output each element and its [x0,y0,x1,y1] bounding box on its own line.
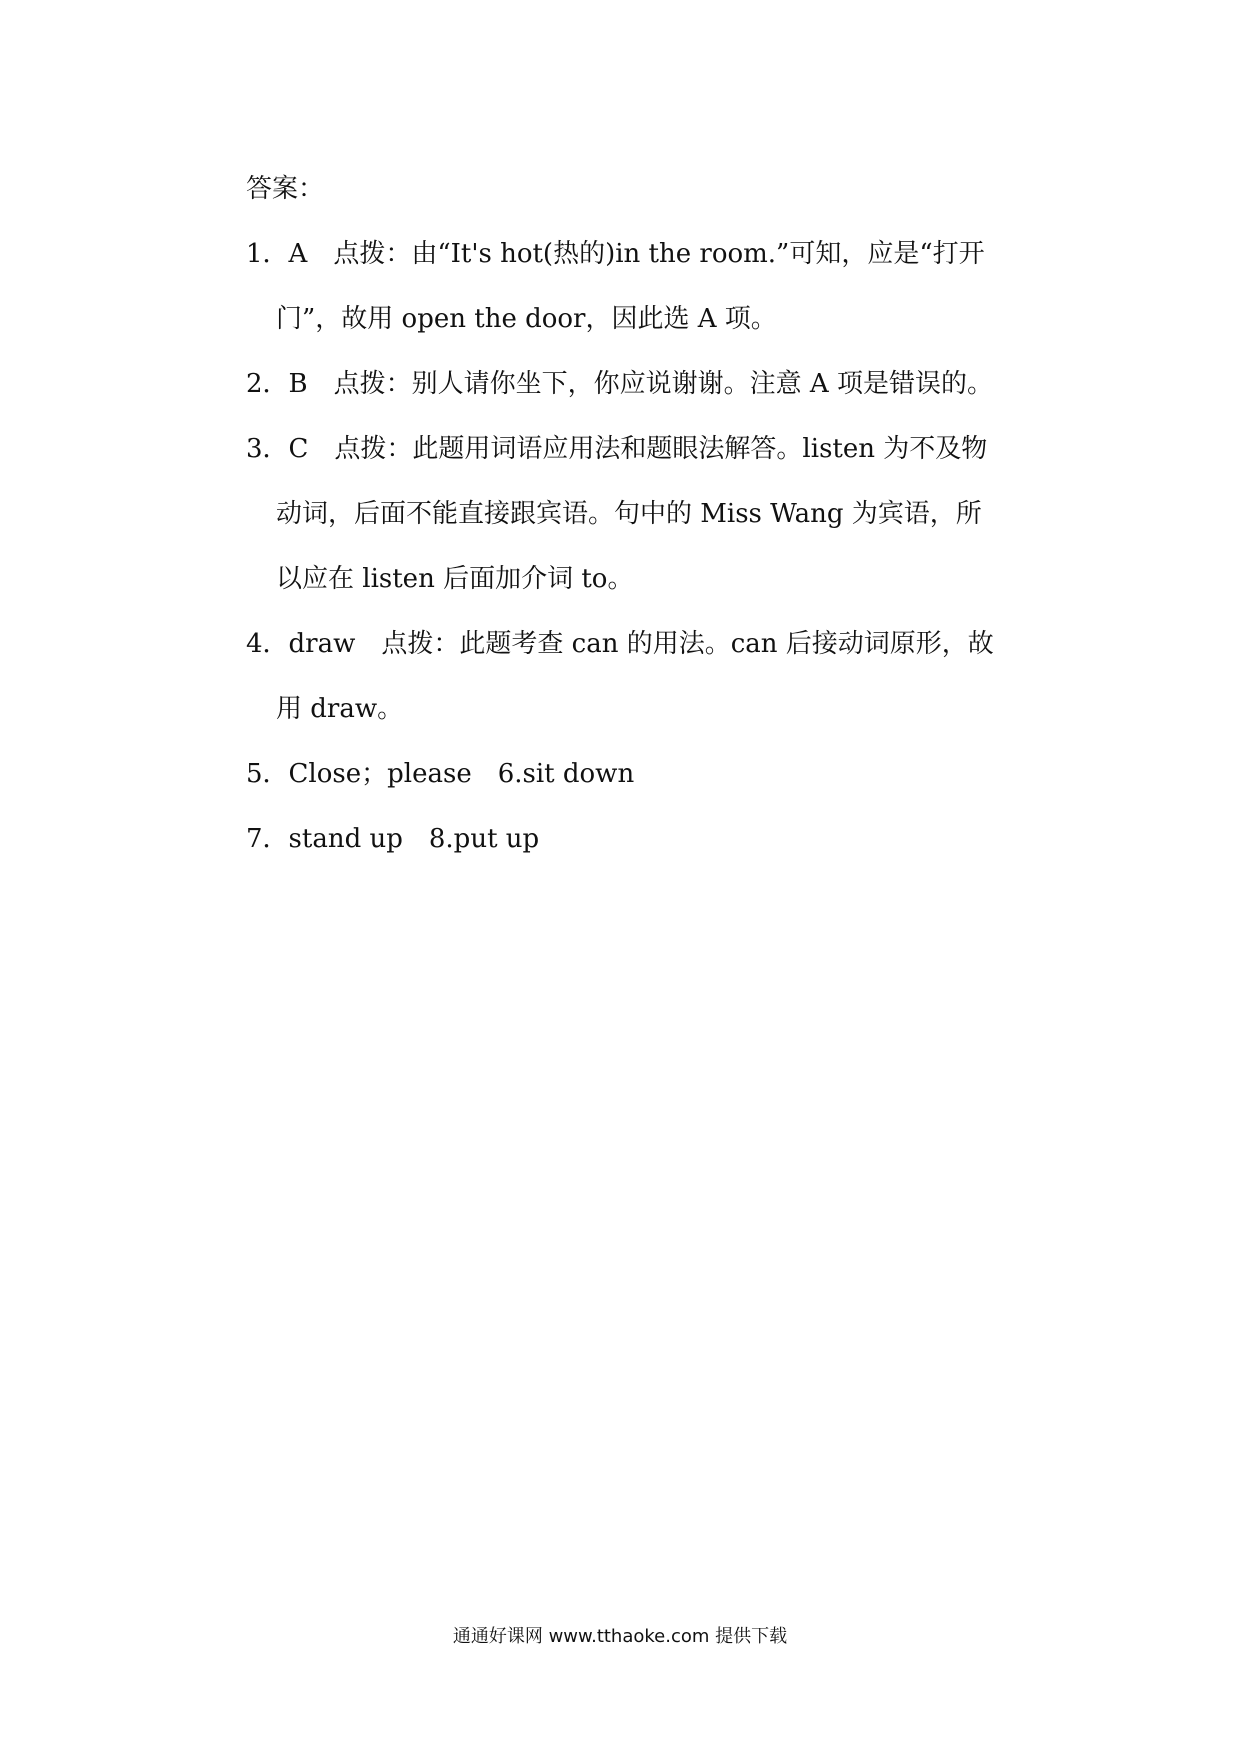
answer-1-line-1: 1．A 点拨：由“It's hot(热的)in the room.”可知，应是“打开 [246,239,985,269]
footer-watermark: 通通好课网 www.tthaoke.com 提供下载 [452,1626,788,1647]
answer-4-line-2: 用 draw。 [276,694,404,724]
answer-3-line-1: 3．C 点拨：此题用词语应用法和题眼法解答。listen 为不及物 [246,434,988,464]
answer-4-line-1: 4．draw 点拨：此题考查 can 的用法。can 后接动词原形，故 [246,629,994,659]
answer-5-6-line: 5．Close；please 6.sit down [246,759,635,789]
answer-3-line-3: 以应在 listen 后面加介词 to。 [276,564,634,594]
answer-2-line-1: 2．B 点拨：别人请你坐下，你应说谢谢。注意 A 项是错误的。 [246,369,993,399]
answer-heading: 答案： [246,174,325,204]
answer-7-8-line: 7．stand up 8.put up [246,824,540,854]
answer-section [246,156,1056,872]
answer-1-line-2: 门”，故用 open the door，因此选 A 项。 [276,304,777,334]
answer-3-line-2: 动词，后面不能直接跟宾语。句中的 Miss Wang 为宾语，所 [276,499,982,529]
